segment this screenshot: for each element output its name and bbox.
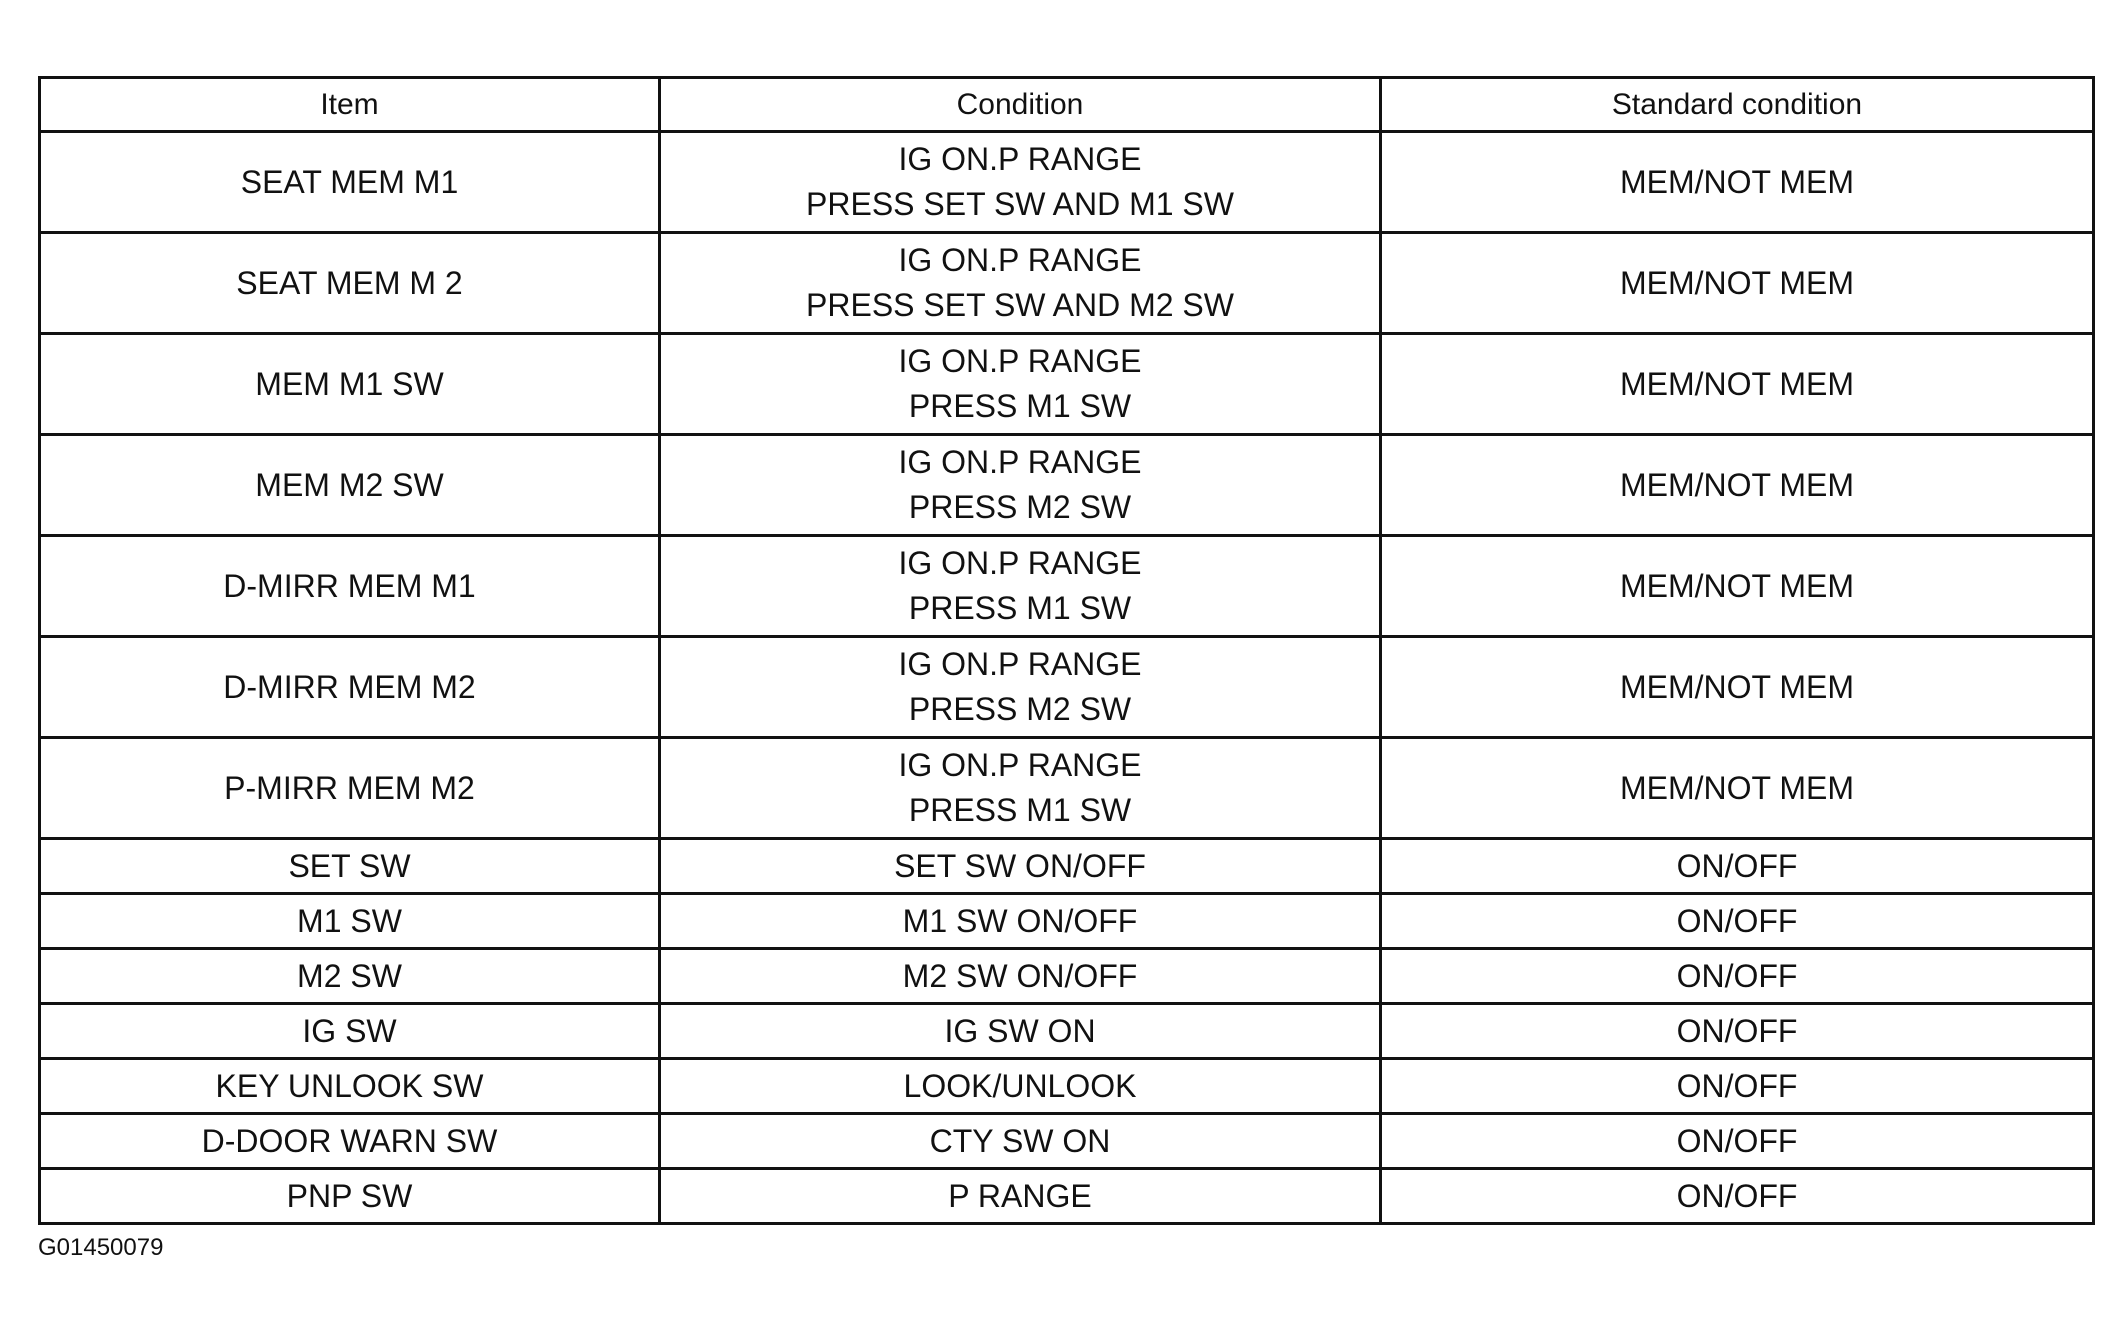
condition-line: IG ON.P RANGE	[898, 242, 1142, 278]
condition-cell	[660, 1114, 1381, 1169]
standard-condition-cell: ON/OFF	[1381, 1114, 2094, 1169]
table-row	[40, 949, 2094, 1004]
item-cell: PNP SW	[40, 1169, 660, 1224]
spec-table	[38, 76, 2095, 1225]
table-row	[40, 1004, 2094, 1059]
condition-cell	[660, 949, 1381, 1004]
condition-line: IG ON.P RANGE	[898, 545, 1142, 581]
condition-line: PRESS SET SW AND M1 SW	[806, 186, 1234, 222]
table-row	[40, 1059, 2094, 1114]
condition-cell	[660, 132, 1381, 233]
condition-cell	[660, 435, 1381, 536]
standard-condition-cell: MEM/NOT MEM	[1381, 637, 2094, 738]
standard-condition-cell: MEM/NOT MEM	[1381, 233, 2094, 334]
item-cell: D-MIRR MEM M1	[40, 536, 660, 637]
table-row	[40, 132, 2094, 233]
condition-cell	[660, 738, 1381, 839]
condition-cell	[660, 536, 1381, 637]
standard-condition-cell: ON/OFF	[1381, 839, 2094, 894]
condition-line: PRESS M1 SW	[908, 792, 1132, 828]
condition-line: LOOK/UNLOOK	[903, 1067, 1137, 1104]
condition-cell	[660, 894, 1381, 949]
item-cell: M1 SW	[40, 894, 660, 949]
condition-line: P RANGE	[948, 1177, 1092, 1214]
standard-condition-cell: ON/OFF	[1381, 1004, 2094, 1059]
item-cell: IG SW	[40, 1004, 660, 1059]
table-row	[40, 839, 2094, 894]
condition-cell	[660, 839, 1381, 894]
table-row	[40, 1114, 2094, 1169]
condition-line: IG ON.P RANGE	[898, 343, 1142, 379]
standard-condition-cell: ON/OFF	[1381, 894, 2094, 949]
standard-condition-cell: MEM/NOT MEM	[1381, 132, 2094, 233]
condition-line: IG ON.P RANGE	[898, 444, 1142, 480]
item-cell: D-DOOR WARN SW	[40, 1114, 660, 1169]
standard-condition-cell: ON/OFF	[1381, 949, 2094, 1004]
item-cell: SEAT MEM M1	[40, 132, 660, 233]
item-cell: MEM M2 SW	[40, 435, 660, 536]
condition-line: PRESS SET SW AND M2 SW	[806, 287, 1234, 323]
standard-condition-cell: MEM/NOT MEM	[1381, 435, 2094, 536]
condition-cell	[660, 1169, 1381, 1224]
table-row	[40, 435, 2094, 536]
condition-line: SET SW ON/OFF	[894, 847, 1146, 884]
condition-line: PRESS M2 SW	[908, 489, 1132, 525]
condition-line: PRESS M1 SW	[908, 590, 1132, 626]
condition-line: M1 SW ON/OFF	[902, 902, 1138, 939]
spec-table-container	[38, 76, 2092, 1225]
item-cell: M2 SW	[40, 949, 660, 1004]
item-cell: P-MIRR MEM M2	[40, 738, 660, 839]
table-row	[40, 334, 2094, 435]
item-cell: D-MIRR MEM M2	[40, 637, 660, 738]
table-row	[40, 637, 2094, 738]
condition-line: IG ON.P RANGE	[898, 141, 1142, 177]
standard-condition-cell: MEM/NOT MEM	[1381, 738, 2094, 839]
condition-cell	[660, 1004, 1381, 1059]
table-row	[40, 536, 2094, 637]
condition-line: M2 SW ON/OFF	[902, 957, 1138, 994]
item-cell: SET SW	[40, 839, 660, 894]
standard-condition-cell: MEM/NOT MEM	[1381, 334, 2094, 435]
table-row	[40, 1169, 2094, 1224]
item-cell: KEY UNLOOK SW	[40, 1059, 660, 1114]
column-header-item: Item	[40, 78, 660, 132]
figure-id: G01450079	[38, 1234, 164, 1261]
condition-cell	[660, 334, 1381, 435]
table-body	[40, 132, 2094, 1224]
condition-cell	[660, 1059, 1381, 1114]
condition-cell	[660, 637, 1381, 738]
table-row	[40, 738, 2094, 839]
condition-line: IG ON.P RANGE	[898, 747, 1142, 783]
condition-line: PRESS M2 SW	[908, 691, 1132, 727]
condition-line: IG SW ON	[944, 1012, 1096, 1049]
condition-cell	[660, 233, 1381, 334]
standard-condition-cell: ON/OFF	[1381, 1059, 2094, 1114]
standard-condition-cell: MEM/NOT MEM	[1381, 536, 2094, 637]
column-header-condition: Condition	[660, 78, 1381, 132]
column-header-standard-condition: Standard condition	[1381, 78, 2094, 132]
condition-line: CTY SW ON	[929, 1122, 1111, 1159]
table-row	[40, 894, 2094, 949]
table-row	[40, 233, 2094, 334]
condition-line: IG ON.P RANGE	[898, 646, 1142, 682]
item-cell: MEM M1 SW	[40, 334, 660, 435]
item-cell: SEAT MEM M 2	[40, 233, 660, 334]
condition-line: PRESS M1 SW	[908, 388, 1132, 424]
table-header-row	[40, 78, 2094, 132]
standard-condition-cell: ON/OFF	[1381, 1169, 2094, 1224]
